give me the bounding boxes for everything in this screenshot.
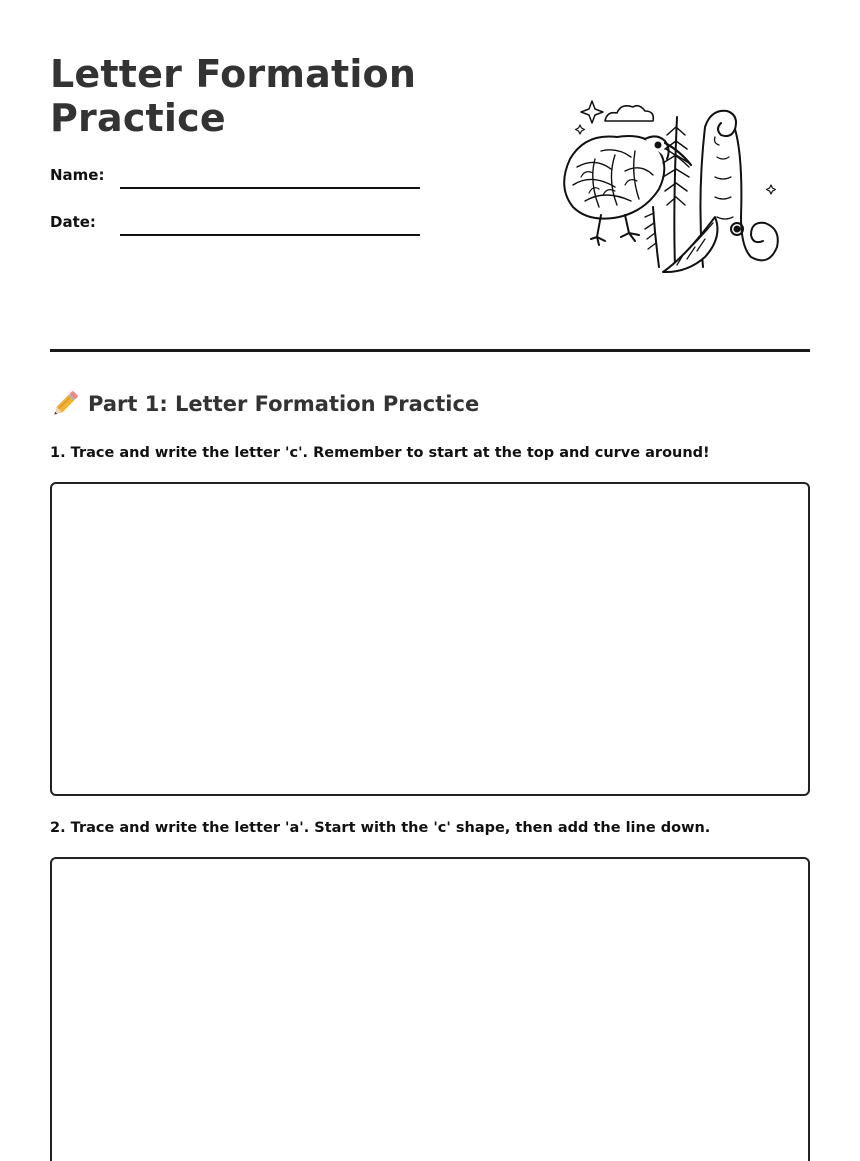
name-label: Name:	[50, 166, 105, 184]
date-field-row	[50, 211, 420, 235]
question-1-prompt: 1. Trace and write the letter 'c'. Remember to start at the top and curve around!	[50, 445, 710, 461]
worksheet-header	[50, 52, 810, 282]
date-label: Date:	[50, 213, 96, 231]
part1-heading	[50, 388, 479, 420]
name-write-line[interactable]	[120, 187, 420, 189]
question-1-answer-box[interactable]	[50, 482, 810, 796]
question-2-prompt: 2. Trace and write the letter 'a'. Start with the 'c' shape, then add the line down.	[50, 820, 711, 836]
pencil-icon	[50, 389, 80, 419]
header-divider	[50, 349, 810, 352]
worksheet-title: Letter Formation Practice	[50, 52, 417, 140]
date-write-line[interactable]	[120, 234, 420, 236]
kiwi-bird-fern-illustration	[555, 97, 785, 277]
part1-title: Part 1: Letter Formation Practice	[88, 392, 480, 416]
name-field-row	[50, 164, 420, 188]
question-2-answer-box[interactable]	[50, 857, 810, 1161]
